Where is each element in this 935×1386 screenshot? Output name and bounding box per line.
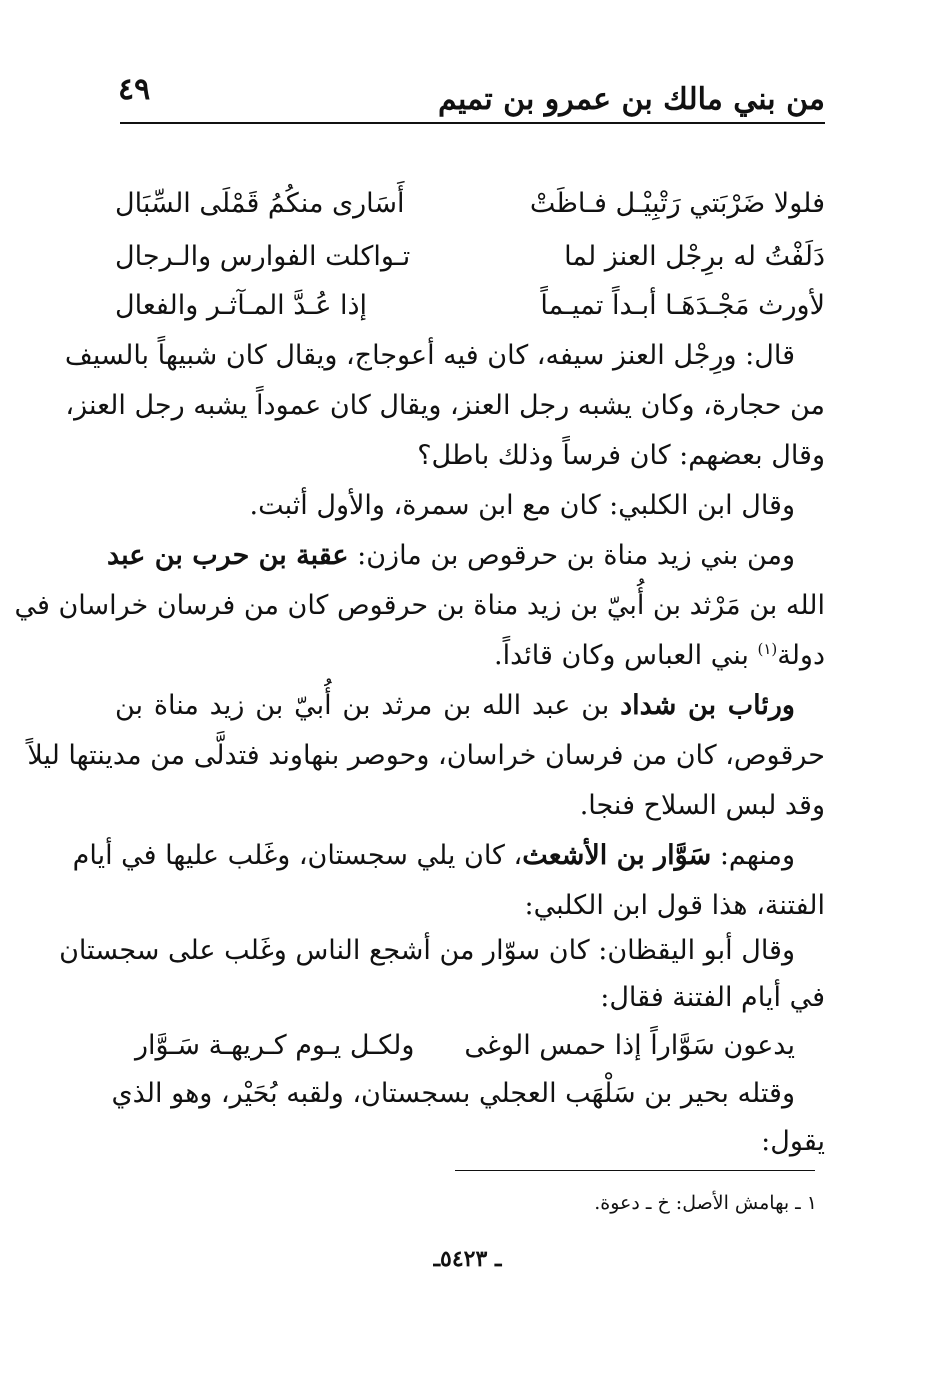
text-run: ، كان يلي سجستان، وغَلب عليها في أيام (72, 840, 523, 871)
verse-line (115, 188, 825, 236)
paragraph-line: وقد لبس السلاح فنجا. (579, 790, 825, 821)
paragraph-line: قال: ورِجْل العنز سيفه، كان فيه أعوجاج، ويقال كان شبيهاً بالسيف (64, 340, 795, 371)
paragraph-line: الله بن مَرْثد بن أُبيّ بن زيد مناة بن حرقوص كان من فرسان خراسان في (14, 590, 825, 621)
verse-first-hemistich: دَلَفْتُ له برِجْل العنز لما (564, 241, 825, 272)
paragraph-line (106, 540, 795, 571)
paragraph-line (72, 840, 795, 871)
paragraph-line: في أيام الفتنة فقال: (600, 982, 825, 1013)
footnote-rule (455, 1170, 815, 1171)
verse-first-hemistich: يدعون سَوَّاراً إذا حمس الوغى (464, 1030, 795, 1061)
running-header: من بني مالك بن عمرو بن تميم (438, 82, 825, 117)
verse-first-hemistich: لأورث مَجْـدَهَـا أبـداً تميـماً (540, 290, 825, 321)
paragraph-line: وقال بعضهم: كان فرساً وذلك باطل؟ (417, 440, 825, 471)
text-run: بني العباس وكان قائداً. (494, 640, 758, 671)
verse-second-hemistich: أَسَارى منكُمُ قَمْلَى السِّبَال (115, 188, 405, 219)
verse-second-hemistich: ولكـل يـوم كـريهـة سَـوَّار (135, 1030, 415, 1061)
verse-first-hemistich: فلولا ضَرْبَتي رَتْبِيْـل فـاظَتْ (529, 188, 825, 219)
paragraph-line (115, 690, 795, 721)
paragraph-line: يقول: (761, 1126, 825, 1157)
paragraph-line: حرقوص، كان من فرسان خراسان، وحوصر بنهاوند فتدلَّى من مدينتها ليلاً (27, 740, 825, 771)
page-number-header: ٤٩ (118, 72, 151, 107)
verse-line (115, 241, 825, 289)
verse-second-hemistich: إذا عُـدَّ المـآثـر والفعال (115, 290, 368, 321)
footnote: ١ ـ بهامش الأصل: خ ـ دعوة. (594, 1192, 817, 1214)
text-run: ومنهم: (711, 840, 795, 871)
text-run: دولة (777, 640, 825, 671)
page-number-footer: ـ ٥٤٢٣ـ (433, 1246, 502, 1272)
header-rule (120, 122, 825, 124)
footnote-marker: (١) (757, 640, 778, 658)
verse-line (135, 1030, 795, 1078)
paragraph-line: الفتنة، هذا قول ابن الكلبي: (524, 890, 825, 921)
paragraph-line: وقال ابن الكلبي: كان مع ابن سمرة، والأول أثبت. (249, 490, 795, 521)
paragraph-line (115, 640, 825, 671)
person-name: ورئاب بن شداد (620, 690, 795, 721)
paragraph-line: وقال أبو اليقظان: كان سوّار من أشجع الناس وغَلب على سجستان (59, 935, 795, 966)
verse-line (115, 290, 825, 338)
person-name: عقبة بن حرب بن عبد (106, 540, 349, 571)
text-run: ومن بني زيد مناة بن حرقوص بن مازن: (348, 540, 795, 571)
paragraph-line: وقتله بحير بن سَلْهَب العجلي بسجستان، ولقبه بُحَيْر، وهو الذي (111, 1078, 795, 1109)
text-run: بن عبد الله بن مرثد بن أُبيّ بن زيد مناة بن (115, 690, 621, 721)
person-name: سَوَّار بن الأشعث (522, 840, 712, 871)
verse-second-hemistich: تـواكلت الفوارس والـرجال (115, 241, 411, 272)
paragraph-line: من حجارة، وكان يشبه رجل العنز، ويقال كان عموداً يشبه رجل العنز، (65, 390, 825, 421)
